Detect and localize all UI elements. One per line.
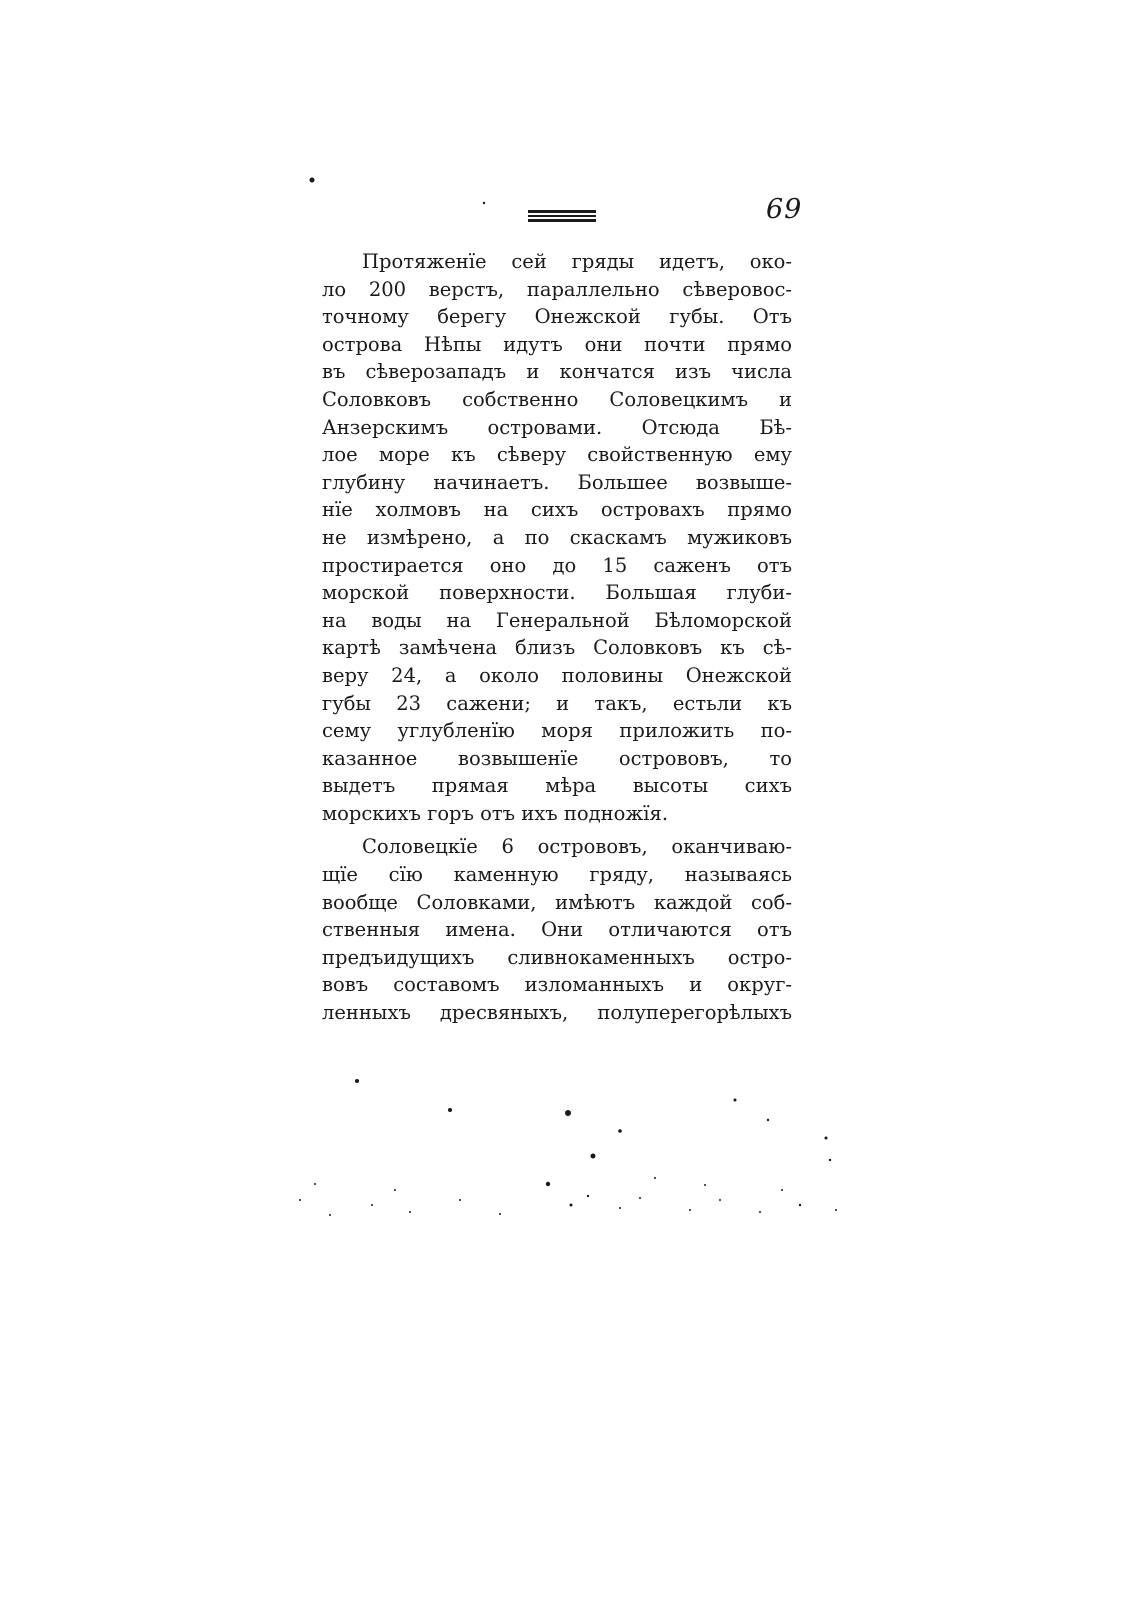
text-line: Протяженїе сей гряды идетъ, око- <box>362 250 792 273</box>
text-line: ственныя имена. Они отличаются отъ <box>322 918 792 942</box>
text-line: выдетъ прямая мѣра высоты сихъ <box>322 774 792 798</box>
paragraph <box>322 248 792 827</box>
page-number: 69 <box>766 194 803 225</box>
text-line: морской поверхности. Большая глуби- <box>322 581 792 605</box>
text-line: казанное возвышенїе острововъ, то <box>322 746 792 770</box>
text-line: предъидущихъ сливнокаменныхъ остро- <box>322 945 792 969</box>
text-line: Анзерскимъ островами. Отсюда Бѣ- <box>322 415 792 439</box>
text-line: ленныхъ дресвяныхъ, полуперегорѣлыхъ <box>322 1001 792 1025</box>
paragraph <box>322 833 792 1026</box>
header-ornament-rule <box>528 210 596 222</box>
text-line: вовъ составомъ изломанныхъ и округ- <box>322 973 792 997</box>
text-line: Соловецкїе 6 острововъ, оканчиваю- <box>362 835 792 859</box>
text-line: глубину начинаетъ. Большее возвыше- <box>322 470 792 494</box>
text-line: Соловковъ собственно Соловецкимъ и <box>322 387 792 411</box>
text-line: щїе сїю каменную гряду, называясь <box>322 863 792 887</box>
text-line: картѣ замѣчена близъ Соловковъ къ сѣ- <box>322 636 792 660</box>
text-line: губы 23 сажени; и такъ, естьли къ <box>322 691 792 715</box>
text-line: простирается оно до 15 саженъ отъ <box>322 553 792 577</box>
text-line: лое море къ сѣверу свойственную ему <box>322 443 792 467</box>
text-line: сему углубленїю моря приложить по- <box>322 719 792 743</box>
text-line: не измѣрено, а по скаскамъ мужиковъ <box>322 525 792 549</box>
text-line: морскихъ горъ отъ ихъ подножїя. <box>322 801 669 825</box>
text-line: нїе холмовъ на сихъ островахъ прямо <box>322 498 792 522</box>
text-line: вообще Соловками, имѣютъ каждой соб- <box>322 890 792 914</box>
text-line: веру 24, а около половины Онежской <box>322 663 792 687</box>
body-text <box>322 248 792 1027</box>
text-line: ло 200 верстъ, параллельно сѣверовос- <box>322 277 792 301</box>
text-line: точному берегу Онежской губы. Отъ <box>322 305 792 329</box>
text-line: на воды на Генеральной Бѣломорской <box>322 608 792 632</box>
text-line: острова Нѣпы идутъ они почти прямо <box>322 332 792 356</box>
text-line: въ сѣверозападъ и кончатся изъ числа <box>322 360 792 384</box>
